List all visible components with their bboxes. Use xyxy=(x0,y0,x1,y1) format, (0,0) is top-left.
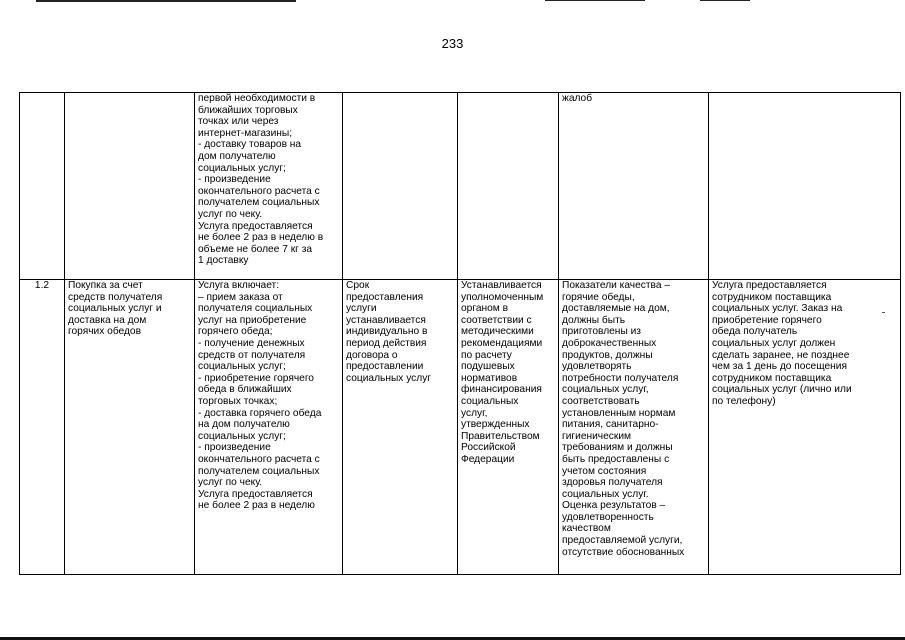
cell-quality-indicators: жалоб xyxy=(559,93,709,280)
cell-number: 1.2 xyxy=(20,280,65,575)
cell-service-description: Услуга включает: – прием заказа от получателя социальных услуг на приобретение горячего обеда; - получение денежных средств от получателя социальных услуг; - приобретение горячего обеда в ближайших торговых точках; - доставка горячего обеда на дом получателю социальных услуг; - произведение окончательного расчета с получателем социальных услуг по чеку. Услуга предоставляется не более 2 раз в неделю xyxy=(195,280,343,575)
table-row-continuation xyxy=(20,93,901,280)
cell-service-name: Покупка за счет средств получателя социальных услуг и доставка на дом горячих обедов xyxy=(65,280,195,575)
cell-service-description: первой необходимости в ближайших торговых точках или через интернет-магазины; - доставку товаров на дом получателю социальных услуг; - произведение окончательного расчета с получателем социальных услуг по чеку. Услуга предоставляется не более 2 раз в неделю в объеме не более 7 кг за 1 доставку xyxy=(195,93,343,280)
scan-artifact-top-line xyxy=(545,0,645,1)
scan-artifact-top-line xyxy=(36,0,296,2)
cell-provision-conditions: Услуга предоставляется сотрудником поставщика социальных услуг. Заказ на приобретение горячего обеда получатель социальных услуг должен сделать заранее, не позднее чем за 1 день до посещения сотрудником поставщика социальных услуг (лично или по телефону) xyxy=(709,280,901,575)
cell-service-name xyxy=(65,93,195,280)
page-number: 233 xyxy=(441,36,464,51)
cell-tariff xyxy=(458,93,559,280)
cell-number xyxy=(20,93,65,280)
table-row-1-2 xyxy=(20,280,901,575)
scan-artifact-top-line xyxy=(700,0,750,1)
cell-quality-indicators: Показатели качества – горячие обеды, доставляемые на дом, должны быть приготовлены из доброкачественных продуктов, должны удовлетворять потребности получателя социальных услуг, соответствовать установленным нормам питания, санитарно- гигиеническим требованиям и должны быть предоставлены с учетом состояния здоровья получателя социальных услуг. Оценка результатов – удовлетворенность качеством предоставляемой услуги, отсутствие обоснованных xyxy=(559,280,709,575)
cell-provision-term xyxy=(343,93,458,280)
cell-provision-term: Срок предоставления услуги устанавливается индивидуально в период действия договора о предоставлении социальных услуг xyxy=(343,280,458,575)
cell-provision-conditions xyxy=(709,93,901,280)
cell-tariff: Устанавливается уполномоченным органом в соответствии с методическими рекомендациями по расчету подушевых нормативов финансирования социальных услуг, утвержденных Правительством Российской Федерации xyxy=(458,280,559,575)
services-table xyxy=(19,92,901,575)
